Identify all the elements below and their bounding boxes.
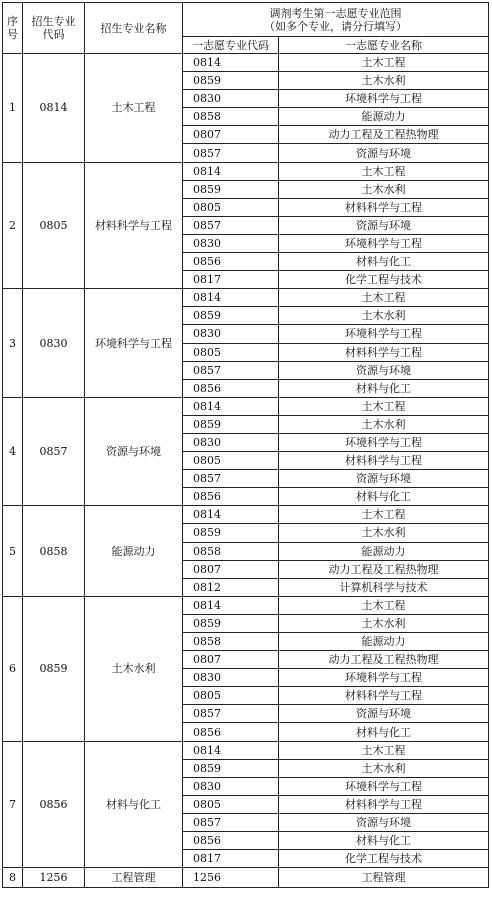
- header-enroll-code: 招生专业代码: [23, 3, 85, 54]
- first-choice-code: 0859: [183, 759, 279, 777]
- table-row: [3, 868, 489, 888]
- enroll-code: 0814: [23, 54, 85, 163]
- first-choice-name: 材料与化工: [279, 379, 489, 397]
- first-choice-name: 能源动力: [279, 108, 489, 126]
- row-seq: 6: [3, 596, 23, 741]
- enroll-name: 土木水利: [85, 596, 183, 741]
- enroll-code: 0858: [23, 506, 85, 596]
- first-choice-name: 土木工程: [279, 397, 489, 415]
- first-choice-name: 土木工程: [279, 741, 489, 759]
- row-seq: 5: [3, 506, 23, 596]
- first-choice-name: 化学工程与技术: [279, 271, 489, 289]
- first-choice-code: 0858: [183, 542, 279, 560]
- header-adjust-title: 调剂考生第一志愿专业范围: [269, 6, 402, 20]
- first-choice-name: 材料科学与工程: [279, 343, 489, 361]
- first-choice-code: 0858: [183, 633, 279, 651]
- enroll-code: 0830: [23, 289, 85, 398]
- first-choice-name: 土木水利: [279, 180, 489, 198]
- first-choice-name: 材料科学与工程: [279, 795, 489, 813]
- table-row: [3, 741, 489, 759]
- first-choice-code: 0857: [183, 361, 279, 379]
- first-choice-code: 0814: [183, 54, 279, 72]
- enroll-code: 0857: [23, 397, 85, 506]
- first-choice-code: 0814: [183, 289, 279, 307]
- enroll-code: 0859: [23, 596, 85, 741]
- row-seq: 7: [3, 741, 23, 868]
- first-choice-name: 工程管理: [279, 868, 489, 888]
- first-choice-code: 0830: [183, 433, 279, 451]
- first-choice-code: 0817: [183, 850, 279, 868]
- header-first-choice-name: 一志愿专业名称: [279, 37, 489, 54]
- first-choice-code: 0830: [183, 777, 279, 795]
- enroll-name: 资源与环境: [85, 397, 183, 506]
- first-choice-name: 土木工程: [279, 54, 489, 72]
- enroll-name: 能源动力: [85, 506, 183, 596]
- row-seq: 2: [3, 162, 23, 289]
- first-choice-name: 资源与环境: [279, 470, 489, 488]
- first-choice-code: 0830: [183, 90, 279, 108]
- header-enroll-name: 招生专业名称: [85, 3, 183, 54]
- first-choice-name: 土木工程: [279, 162, 489, 180]
- enroll-name: 工程管理: [85, 868, 183, 888]
- row-seq: 3: [3, 289, 23, 398]
- first-choice-name: 土木工程: [279, 289, 489, 307]
- first-choice-name: 资源与环境: [279, 144, 489, 162]
- first-choice-code: 0812: [183, 578, 279, 596]
- first-choice-name: 化学工程与技术: [279, 850, 489, 868]
- first-choice-name: 环境科学与工程: [279, 325, 489, 343]
- row-seq: 4: [3, 397, 23, 506]
- first-choice-name: 材料与化工: [279, 253, 489, 271]
- first-choice-code: 0830: [183, 325, 279, 343]
- header-adjust-note: （如多个专业，请分行填写）: [264, 19, 407, 33]
- first-choice-name: 材料科学与工程: [279, 452, 489, 470]
- first-choice-name: 环境科学与工程: [279, 433, 489, 451]
- first-choice-name: 土木工程: [279, 506, 489, 524]
- first-choice-name: 动力工程及工程热物理: [279, 126, 489, 144]
- first-choice-name: 环境科学与工程: [279, 90, 489, 108]
- first-choice-name: 材料与化工: [279, 723, 489, 741]
- enroll-code: 0805: [23, 162, 85, 289]
- enroll-name: 材料与化工: [85, 741, 183, 868]
- first-choice-code: 0805: [183, 198, 279, 216]
- table-row: [3, 506, 489, 524]
- first-choice-code: 0814: [183, 162, 279, 180]
- first-choice-name: 土木水利: [279, 307, 489, 325]
- table-row: [3, 54, 489, 72]
- first-choice-code: 0856: [183, 832, 279, 850]
- enroll-name: 土木工程: [85, 54, 183, 163]
- first-choice-code: 0859: [183, 524, 279, 542]
- enroll-code: 0856: [23, 741, 85, 868]
- first-choice-name: 资源与环境: [279, 216, 489, 234]
- first-choice-code: 0814: [183, 596, 279, 614]
- first-choice-code: 0859: [183, 307, 279, 325]
- first-choice-code: 0856: [183, 253, 279, 271]
- first-choice-name: 土木水利: [279, 415, 489, 433]
- table-row: [3, 596, 489, 614]
- first-choice-code: 0856: [183, 723, 279, 741]
- table-row: [3, 289, 489, 307]
- first-choice-name: 资源与环境: [279, 361, 489, 379]
- table-row: [3, 162, 489, 180]
- first-choice-code: 1256: [183, 868, 279, 888]
- first-choice-name: 动力工程及工程热物理: [279, 560, 489, 578]
- first-choice-name: 能源动力: [279, 633, 489, 651]
- first-choice-code: 0857: [183, 705, 279, 723]
- first-choice-name: 土木水利: [279, 759, 489, 777]
- first-choice-name: 材料科学与工程: [279, 198, 489, 216]
- table-row: [3, 397, 489, 415]
- first-choice-code: 0807: [183, 560, 279, 578]
- first-choice-code: 0805: [183, 452, 279, 470]
- first-choice-code: 0805: [183, 687, 279, 705]
- first-choice-name: 环境科学与工程: [279, 234, 489, 252]
- first-choice-code: 0814: [183, 506, 279, 524]
- first-choice-name: 土木工程: [279, 596, 489, 614]
- first-choice-code: 0857: [183, 470, 279, 488]
- header-adjust-scope: [183, 3, 489, 37]
- first-choice-code: 0805: [183, 795, 279, 813]
- first-choice-code: 0856: [183, 488, 279, 506]
- first-choice-code: 0856: [183, 379, 279, 397]
- first-choice-name: 能源动力: [279, 542, 489, 560]
- first-choice-name: 资源与环境: [279, 705, 489, 723]
- enroll-name: 环境科学与工程: [85, 289, 183, 398]
- header-seq: 序号: [3, 3, 23, 54]
- first-choice-code: 0814: [183, 397, 279, 415]
- first-choice-name: 材料与化工: [279, 488, 489, 506]
- first-choice-code: 0805: [183, 343, 279, 361]
- first-choice-code: 0858: [183, 108, 279, 126]
- first-choice-name: 土木水利: [279, 72, 489, 90]
- first-choice-code: 0859: [183, 72, 279, 90]
- first-choice-name: 环境科学与工程: [279, 777, 489, 795]
- first-choice-code: 0859: [183, 415, 279, 433]
- first-choice-code: 0830: [183, 234, 279, 252]
- first-choice-code: 0857: [183, 144, 279, 162]
- first-choice-name: 材料与化工: [279, 832, 489, 850]
- first-choice-name: 土木水利: [279, 614, 489, 632]
- header-first-choice-code: 一志愿专业代码: [183, 37, 279, 54]
- first-choice-code: 0859: [183, 614, 279, 632]
- first-choice-code: 0857: [183, 813, 279, 831]
- first-choice-code: 0817: [183, 271, 279, 289]
- first-choice-name: 材料科学与工程: [279, 687, 489, 705]
- row-seq: 1: [3, 54, 23, 163]
- first-choice-code: 0807: [183, 126, 279, 144]
- first-choice-code: 0830: [183, 669, 279, 687]
- row-seq: 8: [3, 868, 23, 888]
- first-choice-name: 动力工程及工程热物理: [279, 651, 489, 669]
- table-body: [3, 54, 489, 888]
- first-choice-code: 0859: [183, 180, 279, 198]
- first-choice-name: 环境科学与工程: [279, 669, 489, 687]
- enroll-code: 1256: [23, 868, 85, 888]
- first-choice-name: 资源与环境: [279, 813, 489, 831]
- first-choice-code: 0814: [183, 741, 279, 759]
- first-choice-code: 0807: [183, 651, 279, 669]
- table-header: [3, 3, 489, 54]
- adjustment-table: [2, 2, 489, 888]
- first-choice-code: 0857: [183, 216, 279, 234]
- first-choice-name: 土木水利: [279, 524, 489, 542]
- enroll-name: 材料科学与工程: [85, 162, 183, 289]
- first-choice-name: 计算机科学与技术: [279, 578, 489, 596]
